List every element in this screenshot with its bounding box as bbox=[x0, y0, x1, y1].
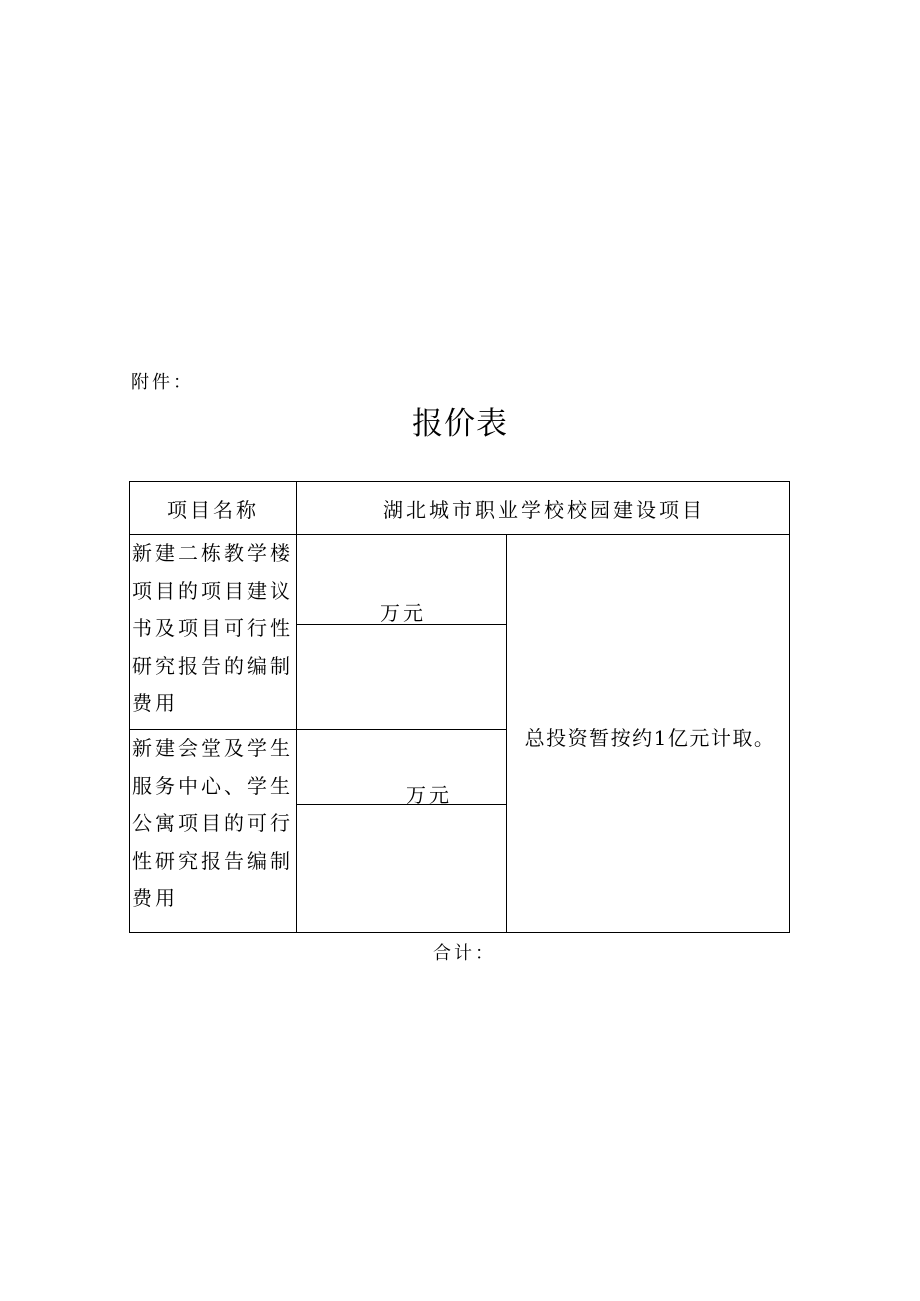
quote-table bbox=[129, 481, 790, 933]
item-1-price-unit: 万元 bbox=[380, 601, 426, 625]
price-subdivider-2 bbox=[296, 804, 507, 805]
investment-note: 总投资暂按约1亿元计取。 bbox=[524, 726, 776, 750]
page-title: 报价表 bbox=[412, 406, 508, 442]
project-name-label: 项目名称 bbox=[167, 498, 259, 522]
column-divider-2 bbox=[506, 534, 507, 932]
item-2-price-unit: 万元 bbox=[406, 783, 452, 807]
column-divider-1 bbox=[296, 482, 297, 932]
item-1-description: 新建二栋教学楼项目的项目建议书及项目可行性研究报告的编制费用 bbox=[132, 541, 293, 715]
project-name-value: 湖北城市职业学校校园建设项目 bbox=[383, 498, 705, 522]
attachment-label: 附件： bbox=[131, 372, 194, 393]
total-label: 合计： bbox=[433, 943, 496, 964]
item-2-description: 新建会堂及学生服务中心、学生公寓项目的可行性研究报告编制费用 bbox=[132, 736, 293, 910]
